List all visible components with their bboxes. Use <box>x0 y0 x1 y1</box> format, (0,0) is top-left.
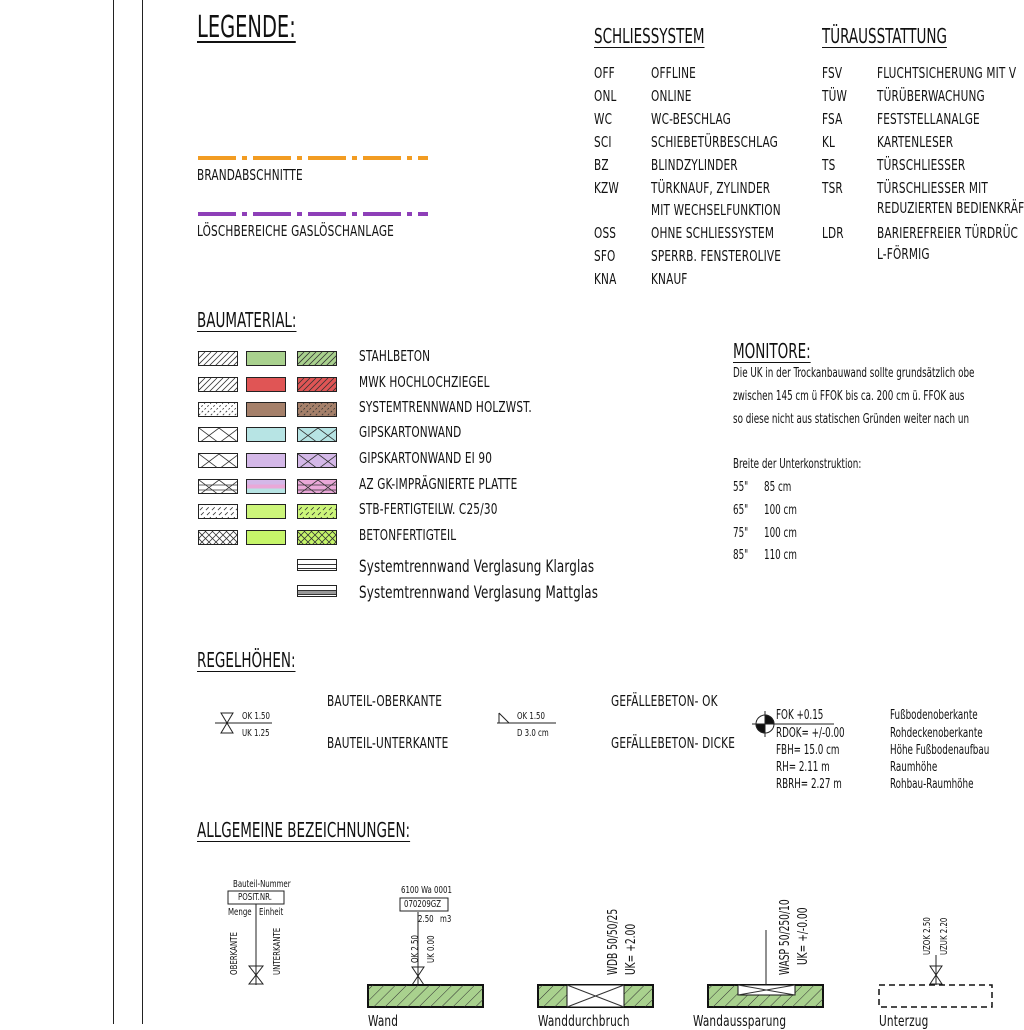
regel-ok-value: OK 1.50 <box>242 711 270 722</box>
monitore-text-1: Die UK in der Trockanbauwand sollte grundsätzlich obe <box>733 366 975 381</box>
monitore-text-2: zwischen 145 cm ü FFOK bis ca. 200 cm ü. FFOK aus <box>733 389 965 404</box>
oberkante-vertical-label: OBERKANTE <box>229 932 240 975</box>
caption-unterzug: Unterzug <box>879 1012 929 1030</box>
bauteil-unterkante-label: BAUTEIL-UNTERKANTE <box>327 734 449 752</box>
uzuk-label: UZUK 2.20 <box>939 917 950 955</box>
tuer-label: KARTENLESER <box>877 133 954 151</box>
fok-description: Rohdeckenoberkante <box>890 726 983 741</box>
schliess-label: TÜRKNAUF, ZYLINDER <box>651 179 771 197</box>
breite-size: 65" <box>733 503 749 518</box>
unterkante-vertical-label: UNTERKANTE <box>272 927 283 975</box>
einheit-label: Einheit <box>259 907 284 918</box>
schliess-code: BZ <box>594 156 609 174</box>
gas-line-label: LÖSCHBEREICHE GASLÖSCHANLAGE <box>197 222 394 240</box>
tuer-code: LDR <box>822 224 844 242</box>
beam-symbol <box>879 985 992 1007</box>
tuer-label: FLUCHTSICHERUNG MIT V <box>877 64 1017 82</box>
schliess-label: KNAUF <box>651 270 688 288</box>
tuer-code: FSA <box>822 110 843 128</box>
tuer-code: TÜW <box>822 87 848 105</box>
schliess-label: OHNE SCHLIESSYSTEM <box>651 224 775 242</box>
schliess-label: SCHIEBETÜRBESCHLAG <box>651 133 778 151</box>
fok-description: Raumhöhe <box>890 760 938 775</box>
schliess-label: WC-BESCHLAG <box>651 110 731 128</box>
schliess-heading: SCHLIESSYSTEM <box>594 24 705 48</box>
wa-code-label: 6100 Wa 0001 <box>401 885 452 896</box>
posit-label: POSIT.NR. <box>238 892 272 903</box>
regel-uk-value: UK 1.25 <box>242 728 270 739</box>
schliess-code: WC <box>594 110 613 128</box>
material-label: GIPSKARTONWAND EI 90 <box>359 449 493 467</box>
bauteil-oberkante-label: BAUTEIL-OBERKANTE <box>327 692 443 710</box>
material-label: MWK HOCHLOCHZIEGEL <box>359 373 490 391</box>
breite-size: 55" <box>733 480 749 495</box>
wdb-uk-label: UK= +2.00 <box>624 923 639 975</box>
fok-description: Höhe Fußbodenaufbau <box>890 743 990 758</box>
wasp-label: WASP 50/250/10 <box>778 899 793 975</box>
schliess-code: SCI <box>594 133 612 151</box>
wa-unit-label: m3 <box>440 914 452 925</box>
tuer-code: FSV <box>822 64 843 82</box>
monitore-text-3: so diese nicht aus statischen Gründen weiter nach un <box>733 412 970 427</box>
breite-width: 100 cm <box>764 503 797 518</box>
fok-value: RBRH= 2.27 m <box>776 777 842 792</box>
schliess-code: ONL <box>594 87 617 105</box>
tuer-label: BARIEREFREIER TÜRDRÜC <box>877 224 1019 242</box>
wa-qty-label: 2.50 <box>418 914 434 925</box>
breite-size: 85" <box>733 548 749 563</box>
fire-line-label: BRANDABSCHNITTE <box>197 166 303 184</box>
caption-wanddurchbruch: Wanddurchbruch <box>538 1012 630 1030</box>
tuer-label: FESTSTELLANALGE <box>877 110 980 128</box>
material-label: STB-FERTIGTEILW. C25/30 <box>359 500 498 518</box>
material-label: BETONFERTIGTEIL <box>359 526 457 544</box>
glass-label: Systemtrennwand Verglasung Mattglas <box>359 583 599 603</box>
tuer-label: TÜRSCHLIESSER MIT <box>877 179 988 197</box>
schliess-label: BLINDZYLINDER <box>651 156 738 174</box>
material-label: AZ GK-IMPRÄGNIERTE PLATTE <box>359 475 518 493</box>
monitore-heading: MONITORE: <box>733 339 811 363</box>
wa-box-label: 070209GZ <box>404 899 442 910</box>
bauteil-nummer-label: Bauteil-Nummer <box>233 879 291 890</box>
allgemein-heading: ALLGEMEINE BEZEICHNUNGEN: <box>197 818 411 842</box>
gef-ok-value: OK 1.50 <box>517 711 545 722</box>
wa-ok-label: OK 2.50 <box>410 935 421 963</box>
schliess-code: KZW <box>594 179 619 197</box>
regel-heading: REGELHÖHEN: <box>197 648 296 672</box>
breite-size: 75" <box>733 526 749 541</box>
baumaterial-heading: BAUMATERIAL: <box>197 308 297 332</box>
fok-value: RH= 2.11 m <box>776 760 830 775</box>
schliess-code: SFO <box>594 247 616 265</box>
fok-description: Fußbodenoberkante <box>890 708 978 723</box>
fok-value: FBH= 15.0 cm <box>776 743 840 758</box>
fok-value: RDOK= +/-0.00 <box>776 726 845 741</box>
wasp-uk-label: UK= +/-0.00 <box>796 907 811 965</box>
schliess-code: OFF <box>594 64 615 82</box>
uzok-label: UZOK 2.50 <box>922 917 933 955</box>
schliess-code: KNA <box>594 270 617 288</box>
material-label: STAHLBETON <box>359 347 431 365</box>
schliess-label: OFFLINE <box>651 64 696 82</box>
legend-title: LEGENDE: <box>197 10 296 45</box>
fok-value: FOK +0.15 <box>776 708 824 723</box>
schliess-label: SPERRB. FENSTEROLIVE <box>651 247 782 265</box>
caption-wandaussparung: Wandaussparung <box>693 1012 787 1030</box>
material-label: SYSTEMTRENNWAND HOLZWST. <box>359 398 532 416</box>
schliess-label: MIT WECHSELFUNKTION <box>651 201 781 219</box>
breite-width: 110 cm <box>764 548 797 563</box>
wdb-label: WDB 50/50/25 <box>606 908 621 975</box>
gefaellebeton-dicke-label: GEFÄLLEBETON- DICKE <box>611 734 736 752</box>
caption-wand: Wand <box>368 1012 399 1030</box>
gefaellebeton-ok-label: GEFÄLLEBETON- OK <box>611 692 718 710</box>
tuer-code: KL <box>822 133 836 151</box>
breite-width: 85 cm <box>764 480 792 495</box>
schliess-label: ONLINE <box>651 87 692 105</box>
tuer-label: L-FÖRMIG <box>877 245 930 263</box>
tuer-label: TÜRÜBERWACHUNG <box>877 87 985 105</box>
gef-d-value: D 3.0 cm <box>517 728 549 739</box>
wa-uk-label: UK 0.00 <box>426 935 437 963</box>
tuer-label: REDUZIERTEN BEDIENKRÄF <box>877 199 1024 217</box>
breite-title: Breite der Unterkonstruktion: <box>733 457 862 472</box>
glass-label: Systemtrennwand Verglasung Klarglas <box>359 557 595 577</box>
schliess-code: OSS <box>594 224 617 242</box>
tuer-code: TS <box>822 156 836 174</box>
menge-label: Menge <box>228 907 252 918</box>
tuer-label: TÜRSCHLIESSER <box>877 156 966 174</box>
fok-description: Rohbau-Raumhöhe <box>890 777 974 792</box>
tuer-heading: TÜRAUSSTATTUNG <box>822 24 947 48</box>
tuer-code: TSR <box>822 179 843 197</box>
material-label: GIPSKARTONWAND <box>359 423 462 441</box>
breite-width: 100 cm <box>764 526 797 541</box>
